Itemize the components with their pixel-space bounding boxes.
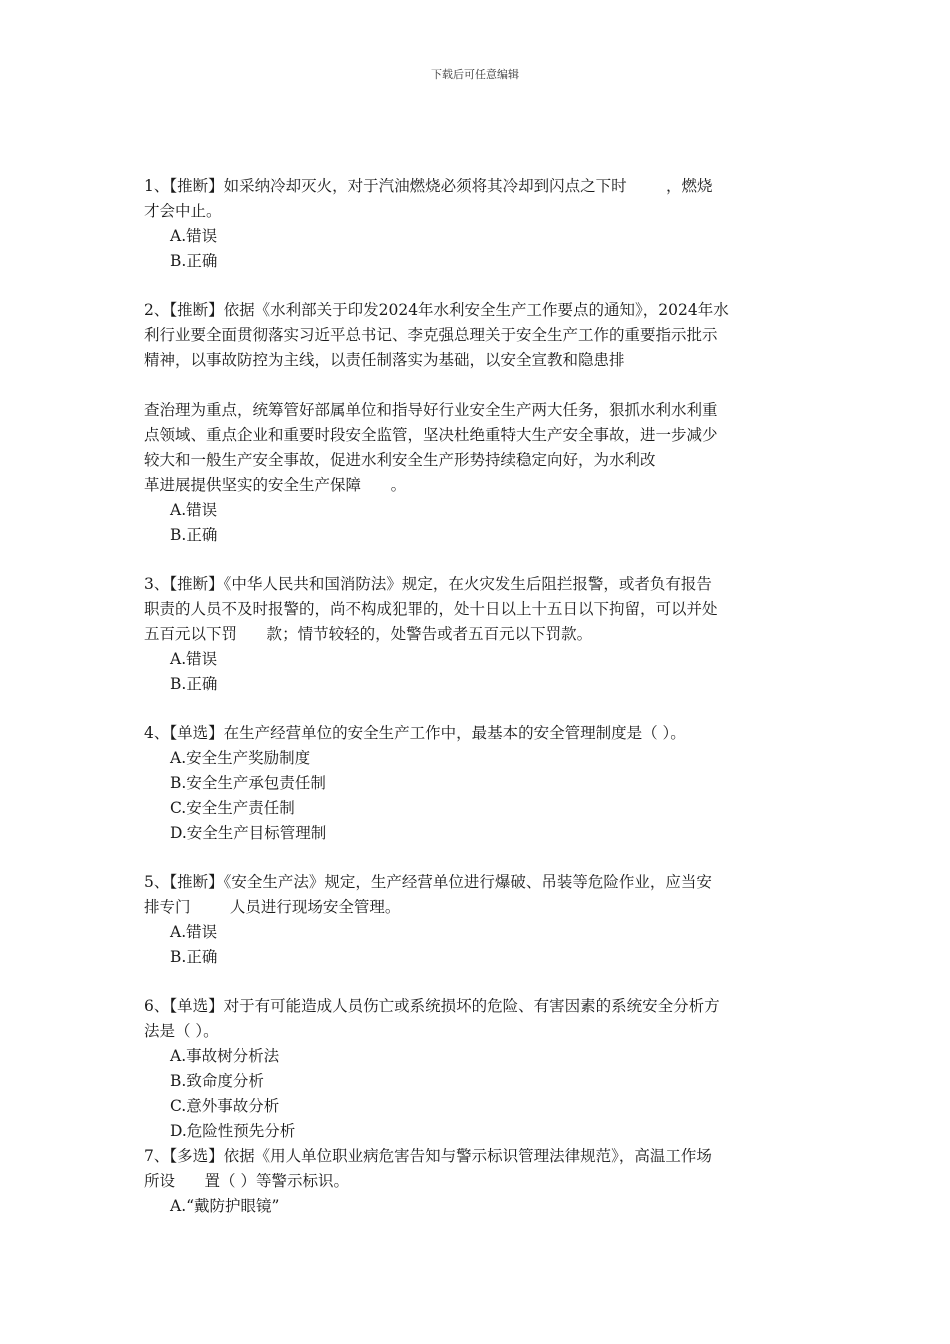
option-c: C.安全生产责任制 [170, 799, 295, 817]
question-stem-line: 3、【推断】《中华人民共和国消防法》规定，在火灾发生后阻拦报警，或者负有报告 [144, 575, 712, 593]
question-stem-line: 1、【推断】如采纳冷却灭火，对于汽油燃烧必须将其冷却到闪点之下时 ，燃烧 [144, 177, 713, 195]
option-b: B.正确 [170, 526, 218, 544]
question-3 [144, 572, 809, 697]
question-stem-line: 排专门 人员进行现场安全管理。 [144, 898, 401, 916]
option-d: D.危险性预先分析 [170, 1122, 296, 1140]
option-b: B.正确 [170, 948, 218, 966]
question-5 [144, 870, 809, 970]
question-stem-line: 才会中止。 [144, 202, 222, 220]
option-a: A.错误 [170, 501, 218, 519]
option-b: B.致命度分析 [170, 1072, 264, 1090]
question-stem-line: 五百元以下罚 款；情节较轻的，处警告或者五百元以下罚款。 [144, 625, 593, 643]
question-stem-line: 查治理为重点，统筹管好部属单位和指导好行业安全生产两大任务，狠抓水利水利重 [144, 401, 718, 419]
question-1 [144, 174, 809, 274]
question-stem-line: 精神，以事故防控为主线，以责任制落实为基础，以安全宣教和隐患排 [144, 351, 625, 369]
question-stem-line: 利行业要全面贯彻落实习近平总书记、李克强总理关于安全生产工作的重要指示批示 [144, 326, 718, 344]
option-c: C.意外事故分析 [170, 1097, 280, 1115]
option-a: A.事故树分析法 [170, 1047, 280, 1065]
option-a: A.“戴防护眼镜” [170, 1197, 280, 1215]
question-stem-line: 4、【单选】在生产经营单位的安全生产工作中，最基本的安全管理制度是（ ）。 [144, 724, 686, 742]
question-stem-line: 法是（ ）。 [144, 1022, 219, 1040]
question-stem-line: 点领域、重点企业和重要时段安全监管，坚决杜绝重特大生产安全事故，进一步减少 [144, 426, 718, 444]
page-header: 下载后可任意编辑 [431, 68, 519, 81]
question-stem-line: 较大和一般生产安全事故，促进水利安全生产形势持续稳定向好，为水利改 [144, 451, 656, 469]
question-7 [144, 1144, 809, 1219]
option-a: A.安全生产奖励制度 [170, 749, 311, 767]
option-b: B.安全生产承包责任制 [170, 774, 326, 792]
option-d: D.安全生产目标管理制 [170, 824, 327, 842]
question-stem-line: 革进展提供坚实的安全生产保障 。 [144, 476, 407, 494]
question-2 [144, 298, 809, 548]
question-list [144, 174, 809, 1219]
question-stem-line: 职责的人员不及时报警的，尚不构成犯罪的，处十日以上十五日以下拘留，可以并处 [144, 600, 718, 618]
option-a: A.错误 [170, 923, 218, 941]
option-b: B.正确 [170, 252, 218, 270]
question-stem-line: 6、【单选】对于有可能造成人员伤亡或系统损坏的危险、有害因素的系统安全分析方 [144, 997, 720, 1015]
question-stem-line: 所设 置（ ）等警示标识。 [144, 1172, 349, 1190]
question-4 [144, 721, 809, 846]
question-stem-line: 2、【推断】依据《水利部关于印发2024年水利安全生产工作要点的通知》，2024年水 [144, 301, 729, 319]
question-6 [144, 994, 809, 1144]
option-b: B.正确 [170, 675, 218, 693]
question-stem-line: 5、【推断】《安全生产法》规定，生产经营单位进行爆破、吊装等危险作业，应当安 [144, 873, 712, 891]
option-a: A.错误 [170, 227, 218, 245]
question-stem-line: 7、【多选】依据《用人单位职业病危害告知与警示标识管理法律规范》，高温工作场 [144, 1147, 712, 1165]
option-a: A.错误 [170, 650, 218, 668]
